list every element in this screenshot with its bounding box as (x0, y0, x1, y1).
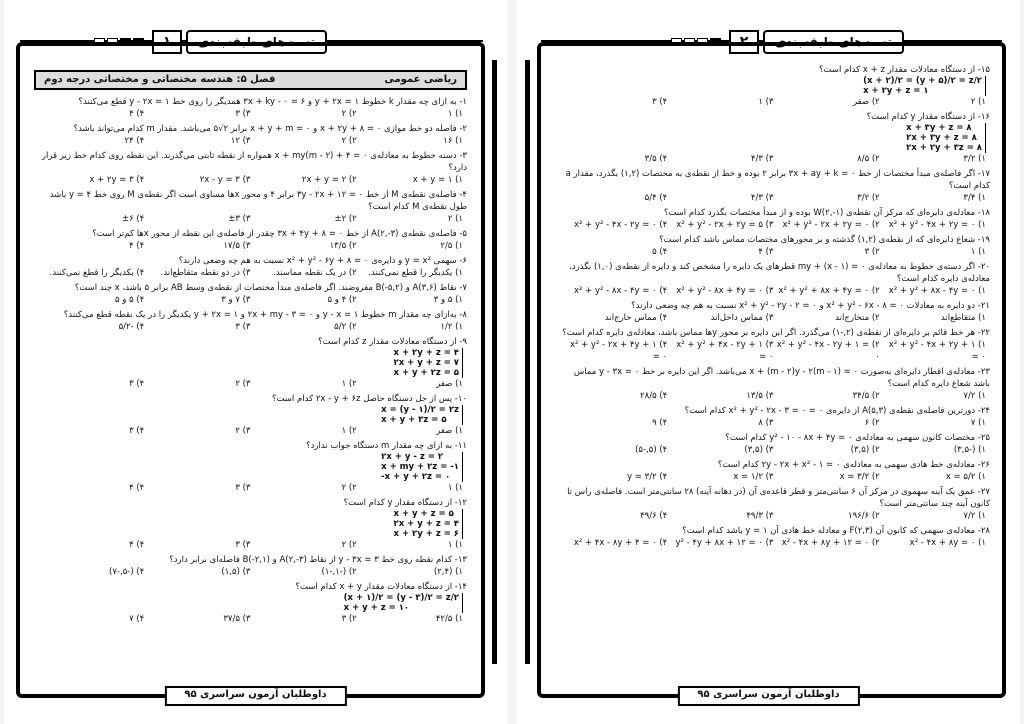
question-text: ۵- فاصله‌ی نقطه‌ی A(۲,-۳) از خط ۰ = ۳x + ۴y + ۸ چقدر از فاصله‌ی این نقطه از محور x‌ها کم‌تر است؟ (92, 229, 467, 239)
equation-system (863, 76, 986, 96)
equation: x + y + z = ۱۰ (343, 603, 410, 613)
answer-option[interactable]: ۲) ۱ (341, 379, 357, 389)
answer-option[interactable]: ۱) ۴۲/۵ (435, 614, 463, 624)
answer-options (557, 444, 990, 456)
answer-option[interactable]: ۴) ۳ (129, 426, 145, 436)
question-text: ۱۹- شعاع دایره‌ای که از نقطه‌ی (۱,۲) گذشته و بر محورهای مختصات مماس باشد کدام است؟ (659, 235, 990, 245)
question-item (557, 327, 990, 363)
question-text: ۲- فاصله دو خط موازی ۰ = x + ۲y + ۸ و x + y + m = ۰ برابر ۲√۵ می‌باشد. مقدار m کدام می‌تواند باشد؟ (73, 124, 467, 134)
answer-option[interactable]: ۴) ۴ (129, 241, 145, 251)
answer-option[interactable]: ۱) صفر (436, 426, 463, 436)
question-item (557, 234, 990, 258)
answer-option[interactable]: ۴) ۴ (129, 540, 145, 550)
answer-option[interactable]: ۴) ۳ (652, 97, 668, 107)
answer-option[interactable]: ۴) مماس خارج‌اند (604, 313, 668, 323)
answer-option[interactable]: ۴) x² + ۴x - ۸y + ۴ = ۰ (573, 538, 668, 548)
answer-option[interactable]: ۳) ۱ (758, 97, 774, 107)
question-item (557, 111, 990, 165)
answer-option[interactable]: ۳) ۱۲ (230, 136, 251, 146)
answer-options (34, 213, 467, 225)
answer-option[interactable]: ۱) ۱ (970, 247, 986, 257)
equation: x + my + ۲z = -۱ (381, 462, 459, 472)
answer-option[interactable]: ۳) x² + y² - ۸x + ۴y = ۰ (676, 286, 774, 296)
answer-option[interactable]: ۳) (۳,۵) (744, 445, 774, 455)
answer-option[interactable]: ۲) x² + y² + ۸x + ۴y = ۰ (778, 286, 880, 296)
answer-option[interactable]: ۲) ۲ (341, 540, 357, 550)
equation: (x + ۱)/۲ = (y - ۳)/۲ = z/۲ (343, 593, 459, 603)
answer-option[interactable]: ۳) x² + y² - ۲x + ۲y = ۵ (676, 220, 774, 230)
question-item (34, 497, 467, 551)
answer-option[interactable]: ۱) ۷ (970, 418, 986, 428)
answer-option[interactable]: ۴) ۳ (129, 379, 145, 389)
question-text: ۴- فاصله‌ی نقطه‌ی M از خط ۰ = ۳y - ۲x + ۱۲ برابر ۴ و محور x‌ها مساوی است اگر نقطه‌ی M روی خط ۴ = y باشد طول نقطه‌ی M کدام است؟ (49, 190, 467, 212)
answer-options (34, 425, 467, 437)
answer-options (557, 417, 990, 429)
answer-option[interactable]: ۳) (۱,۵) (221, 567, 251, 577)
question-list (557, 64, 990, 552)
equation: ۲x + y + z = ۷ (393, 358, 459, 368)
answer-options (34, 174, 467, 186)
answer-option[interactable]: ۲) ۲ (341, 109, 357, 119)
answer-option[interactable]: ۳) ۴ (758, 247, 774, 257)
equation: x + y + ۲z = ۵ (393, 368, 459, 378)
question-text: ۲۷- عمق یک آینه سهموی در مرکز آن ۶ سانتی‌متر و قطر قاعده‌ی آن (در دهانه آینه) ۲۸ سانتی‌متر است. فاصله‌ی راس تا کانون آینه چند سانتی‌متر است؟ (567, 487, 990, 509)
answer-option[interactable]: ۲) ۱۹۶/۶ (848, 511, 880, 521)
answer-option[interactable]: ۲) ۶ (864, 418, 880, 428)
answer-option[interactable]: ۴) ۴ (129, 483, 145, 493)
question-text: ۲۳- معادله‌ی اقطار دایره‌ای به‌صورت ۰ = (m - ۱)x + (m - ۲)y - ۲ می‌باشد. اگر این دایره بر خط ۰ = y - ۳x مماس باشد شعاع دایره کدام است؟ (573, 367, 990, 389)
answer-option[interactable]: ۳) مماس داخل‌اند (710, 313, 774, 323)
side-bar (492, 60, 497, 664)
answer-option[interactable]: ۳) ۳ (235, 540, 251, 550)
question-text: ۲۰- اگر دسته‌ی خطوط به معادله‌ی ۰ = (x - ۱) + my قطرهای یک دایره را مشخص کند و دایره از نقطه‌ی (۱,۰) بگذرد، معادله‌ی دایره کدام است؟ (569, 262, 990, 284)
answer-options (557, 219, 990, 231)
answer-option[interactable]: ۳) ۸ (758, 418, 774, 428)
answer-option[interactable]: ۱) ۱/۲ (440, 322, 463, 332)
answer-options (34, 135, 467, 147)
equation: x + ۲y + z = ۴ (393, 348, 459, 358)
answer-option[interactable]: ۱) ۲/۵ (440, 241, 463, 251)
answer-option[interactable]: ۴) x² + y² - ۲x + ۴y + ۱ = ۰ (569, 340, 668, 362)
answer-option[interactable]: ۲) x = ۳/۲ (839, 472, 880, 482)
equation-system (381, 452, 463, 482)
question-text: ۱۴- از دستگاه معادلات مقدار x + y کدام است؟ (295, 582, 467, 592)
question-item (34, 440, 467, 494)
answer-option[interactable]: ۳) y² - ۴y + ۸x + ۱۲ = ۰ (675, 538, 774, 548)
question-item (34, 581, 467, 625)
equation: x + y + ۳z = ۵ (381, 415, 447, 425)
question-text: ۱۷- اگر فاصله‌ی مبدأ مختصات از خط ۰ = ۳x + ay + k برابر ۲ بوده و خط از نقطه‌ی به مختصات (۱,۲) بگذرد، مقدار a کدام است؟ (565, 169, 990, 191)
answer-option[interactable]: ۲) x² - ۴x + ۸y + ۱۲ = ۰ (781, 538, 880, 548)
answer-option[interactable]: ۲) (-۱,-۱) (321, 567, 357, 577)
answer-option[interactable]: ۳) x = ۱/۲ (733, 472, 774, 482)
equation: ۲x + y + z = ۴ (393, 519, 459, 529)
question-item (557, 486, 990, 522)
answer-option[interactable]: ۱) (۲,۴) (433, 567, 463, 577)
answer-option[interactable]: ۲) ۱۳/۵ (329, 241, 357, 251)
question-text: ۲۱- دو دایره به معادلات ۰ = x² + y² - ۶x - ۸ و ۰ = x² + y² - ۲y - ۲ نسبت به هم چه وضعی دارند؟ (631, 301, 990, 311)
answer-options (557, 390, 990, 402)
answer-options (34, 566, 467, 578)
answer-option[interactable]: ۴) ۵/۴ (644, 193, 668, 203)
question-item (34, 336, 467, 390)
answer-option[interactable]: ۱) ۱۶ (443, 136, 463, 146)
question-text: ۲۶- معادله‌ی خط هادی سهمی به معادله‌ی ۰ = ۱ - ۲y - ۲x + x² کدام است؟ (717, 460, 990, 470)
answer-option[interactable]: ۳) ۳ (235, 322, 251, 332)
answer-option[interactable]: ۱) ۳/۲ (963, 154, 986, 164)
page-number: ۱ (152, 30, 182, 54)
answer-option[interactable]: ۳) ۴۹/۳ (746, 511, 774, 521)
answer-option[interactable]: ۳) ۳۷/۵ (223, 614, 251, 624)
answer-option[interactable]: ۱) صفر (436, 379, 463, 389)
equation: x + ۲y + z = ۱ (863, 86, 929, 96)
answer-option[interactable]: ۳) ±۳ (228, 214, 251, 224)
question-text: ۱۳- کدام نقطه روی خط ۳ = y - ۳x از نقاط A(۲,-۳) و B(-۲,۱) فاصله‌ای برابر دارد؟ (169, 555, 467, 565)
answer-option[interactable]: ۱) ۱ (447, 109, 463, 119)
question-text: ۱۰- پس از حل دستگاه حاصل ۲x - y + ۶z کدام است؟ (271, 394, 467, 404)
answer-option[interactable]: ۱) (-۳,۵) (953, 445, 986, 455)
question-text: ۹- از دستگاه معادلات مقدار z کدام است؟ (318, 337, 467, 347)
answer-option[interactable]: ۴) ۳/۵ (644, 154, 668, 164)
answer-option[interactable]: ۲) ۳ (864, 247, 880, 257)
question-item (557, 64, 990, 108)
answer-option[interactable]: ۴) -۵/۲ (118, 322, 145, 332)
answer-option[interactable]: ۱) x² - ۴x + ۸y = ۰ (909, 538, 986, 548)
question-text: ۱۸- معادله‌ی دایره‌ای که مرکز آن نقطه‌ی W(۲,-۱) بوده و از مبدأ مختصات بگذرد کدام است؟ (663, 208, 990, 218)
answer-option[interactable]: ۳) ۳ (235, 483, 251, 493)
answer-option[interactable]: ۱) x = ۵/۲ (945, 472, 986, 482)
question-item (557, 300, 990, 324)
answer-option[interactable]: ۲) ۴ و ۵ (327, 295, 357, 305)
question-item (34, 393, 467, 437)
answer-option[interactable]: ۲) ±۲ (334, 214, 357, 224)
answer-option[interactable]: ۱) ۱ (447, 483, 463, 493)
answer-option[interactable]: ۲) در یک نقطه مماسند. (273, 268, 357, 278)
question-text: ۸- به‌ازای چه مقدار m خطوط ۱ = y - x و ۰ = ۲x + my - ۳ و ۱ = y + ۲x یکدیگر را در یک نقطه قطع می‌کنند؟ (63, 310, 467, 320)
equation: x + ۳y + z = ۸ (906, 123, 972, 133)
answer-option[interactable]: ۴) y = ۳/۲ (627, 472, 668, 482)
question-text: ۲۲- هر خط قائم بر دایره‌ای از نقطه‌ی (۲,-۱) می‌گذرد. اگر این دایره بر محور y‌ها مماس باشد، معادله‌ی دایره کدام است؟ (562, 328, 990, 338)
answer-option[interactable]: ۴) x + ۲y = ۳ (89, 175, 145, 185)
answer-option[interactable]: ۱) x² + y² - ۴x + ۲y + ۱ = ۰ (888, 340, 986, 362)
answer-option[interactable]: ۴) ۷ (129, 614, 145, 624)
question-item (34, 309, 467, 333)
side-bar (525, 60, 530, 664)
equation: ۲x + y - z = ۲ (381, 452, 444, 462)
question-text: ۱- به ازای چه مقدار k خطوط ۱ = y + ۲x و ۶ = ۰ - ۳x + ky همدیگر را روی خط ۱ = y - ۲x قطع می‌کنند؟ (78, 97, 467, 107)
chapter-banner (34, 70, 467, 90)
question-item (34, 228, 467, 252)
answer-option[interactable]: ۴) یکدیگر را قطع نمی‌کنند. (49, 268, 145, 278)
answer-option[interactable]: ۲) ۲x + y = ۲ (301, 175, 357, 185)
answer-option[interactable]: ۲) (۳,۵) (850, 445, 880, 455)
header-title: تست‌های طبقه‌بندی (763, 30, 904, 54)
question-item (34, 255, 467, 279)
answer-option[interactable]: ۴) ±۶ (121, 214, 145, 224)
answer-options (34, 108, 467, 120)
answer-options (557, 153, 990, 165)
equation: x + ۲y + z = ۶ (393, 529, 459, 539)
answer-options (34, 321, 467, 333)
answer-option[interactable]: ۲) ۲ (341, 136, 357, 146)
answer-option[interactable]: ۴) (۵,-۵) (635, 445, 668, 455)
answer-option[interactable]: ۴) ۹ (652, 418, 668, 428)
question-text: ۱۱- به ازای چه مقدار m دستگاه جواب ندارد؟ (306, 441, 467, 451)
page-footer: داوطلبان آزمون سراسری ۹۵ (164, 686, 346, 706)
answer-option[interactable]: ۴) x² + y² - ۴x - ۲y = ۰ (574, 220, 668, 230)
answer-options (557, 285, 990, 297)
answer-option[interactable]: ۱) ۱ (447, 540, 463, 550)
answer-option[interactable]: ۱) ۷/۲ (963, 511, 986, 521)
question-text: ۱۶- از دستگاه مقدار y کدام است؟ (866, 112, 990, 122)
answer-option[interactable]: ۴) ۲۸/۵ (640, 391, 668, 401)
answer-option[interactable]: ۳) ۱۳/۵ (746, 391, 774, 401)
question-item (557, 432, 990, 456)
answer-option[interactable]: ۱) ۵ و ۳ (433, 295, 463, 305)
equation: (x + ۲)/۲ = (y + ۵)/۲ = z/۲ (863, 76, 982, 86)
answer-option[interactable]: ۳) ۱۷/۵ (223, 241, 251, 251)
question-item (557, 366, 990, 402)
answer-options (557, 471, 990, 483)
answer-option[interactable]: ۲) ۱ (341, 426, 357, 436)
answer-options (557, 510, 990, 522)
answer-option[interactable]: ۴) ۲۴ (124, 136, 145, 146)
answer-options (34, 267, 467, 279)
answer-option[interactable]: ۳) ۷ و ۳ (221, 295, 251, 305)
answer-option[interactable]: ۴) x² + y² - ۸x - ۴y = ۰ (574, 286, 668, 296)
answer-options (557, 246, 990, 258)
answer-options (34, 539, 467, 551)
answer-option[interactable]: ۳) ۳ (235, 109, 251, 119)
question-item (34, 150, 467, 186)
question-item (557, 459, 990, 483)
question-item (557, 168, 990, 204)
question-item (34, 189, 467, 225)
answer-options (557, 312, 990, 324)
equation-system (394, 348, 463, 378)
chapter-title: فصل ۵: هندسه مختصاتی و مختصاتی درجه دوم (44, 74, 276, 85)
answer-options (34, 613, 467, 625)
right-page (517, 0, 1020, 724)
answer-option[interactable]: ۲) x² + y² - ۴x - ۲y + ۱ = ۰ (776, 340, 880, 362)
question-item (557, 207, 990, 231)
question-item (34, 96, 467, 120)
question-list (34, 70, 467, 628)
answer-option[interactable]: ۲) ۲ (341, 483, 357, 493)
page-footer: داوطلبان آزمون سراسری ۹۵ (677, 686, 859, 706)
equation-system (381, 405, 463, 425)
question-item (34, 123, 467, 147)
question-item (557, 525, 990, 549)
answer-option[interactable]: ۲) ۵/۲ (334, 322, 357, 332)
question-text: ۲۴- دورترین فاصله‌ی نقطه‌ی A(۵,۳) از دایره‌ی ۰ = x² + y² - ۲x - ۳ = ۰ کدام است؟ (684, 406, 990, 416)
answer-option[interactable]: ۱) x² + y² + ۸x - ۴y = ۰ (888, 286, 986, 296)
equation: x = (y - ۱)/۲ = ۲z (381, 405, 459, 415)
equation-system (344, 593, 463, 613)
answer-option[interactable]: ۱) x + y = ۱ (412, 175, 463, 185)
question-item (557, 405, 990, 429)
question-text: ۳- دسته خطوط به معادله‌ی ۰ = ۴ + (m - ۲)x + my همواره از نقطه ثابتی می‌گذرند. این نقطه روی کدام خط زیر قرار دارد؟ (41, 151, 467, 173)
answer-option[interactable]: ۳) ۴/۳ (750, 154, 774, 164)
left-page (4, 0, 507, 724)
answer-option[interactable]: ۱) متقاطع‌اند (940, 313, 986, 323)
answer-options (34, 482, 467, 494)
answer-option[interactable]: ۴) (-۵,-۷) (109, 567, 145, 577)
question-item (34, 554, 467, 578)
question-text: ۱۵- از دستگاه معادلات مقدار x + z کدام است؟ (819, 65, 990, 75)
answer-options (557, 192, 990, 204)
equation-system (906, 123, 986, 153)
answer-options (34, 294, 467, 306)
answer-option[interactable]: ۳) ۲ (235, 426, 251, 436)
answer-option[interactable]: ۳) ۲ (235, 379, 251, 389)
answer-option[interactable]: ۳) ۴/۳ (750, 193, 774, 203)
answer-options (557, 96, 990, 108)
question-text: ۷- نقاط A(۳,۶) و B(-۵,۲) مفروضند. اگر فاصله‌ی مبدأ مختصات از نقطه‌ی وسط AB برابر ۵ باشد، x چند است؟ (74, 283, 467, 293)
answer-option[interactable]: ۴) ۴ (129, 109, 145, 119)
header-title: تست‌های طبقه‌بندی (186, 30, 327, 54)
question-text: ۲۸- معادله‌ی سهمی که کانون آن F(۲,۳) و معادله خط هادی آن ۱ = y باشد کدام است؟ (682, 526, 990, 536)
answer-option[interactable]: ۲) ۳۴/۵ (852, 391, 880, 401)
question-text: ۱۲- از دستگاه مقدار y کدام است؟ (343, 498, 467, 508)
answer-option[interactable]: ۱) ۲ (447, 214, 463, 224)
answer-option[interactable]: ۲) ۸/۵ (857, 154, 880, 164)
answer-option[interactable]: ۲) ۳/۲ (857, 193, 880, 203)
equation: x + y + z = ۵ (393, 509, 454, 519)
answer-option[interactable]: ۴) ۵ و ۵ (114, 295, 145, 305)
question-item (557, 261, 990, 297)
answer-options (34, 378, 467, 390)
answer-option[interactable]: ۱) ۲ (970, 97, 986, 107)
question-text: ۲۵- مختصات کانون سهمی به معادله‌ی ۰ = y² - ۱۰ - ۸x + ۴y کدام است؟ (725, 433, 990, 443)
answer-options (557, 537, 990, 549)
page-number: ۲ (729, 30, 759, 54)
answer-option[interactable]: ۲) صفر (852, 97, 880, 107)
subject-label: ریاضی عمومی (384, 74, 457, 85)
answer-option[interactable]: ۱) یکدیگر را قطع نمی‌کنند. (368, 268, 463, 278)
answer-option[interactable]: ۱) ۳/۴ (963, 193, 986, 203)
equation-system (394, 509, 463, 539)
answer-option[interactable]: ۲) متخارج‌اند (835, 313, 880, 323)
answer-option[interactable]: ۳) ۲x - y = ۳ (199, 175, 251, 185)
question-text: ۶- سهمی y = x² و دایره‌ی ۰ = x² + y² - ۶y + ۸ نسبت به هم چه وضعی دارند؟ (178, 256, 467, 266)
answer-option[interactable]: ۲) x² + y² - ۲x + ۲y = ۰ (782, 220, 880, 230)
answer-option[interactable]: ۱) ۷/۲ (963, 391, 986, 401)
equation: -x + y + ۲z = ۰ (381, 472, 451, 482)
answer-options (34, 240, 467, 252)
answer-option[interactable]: ۳) x² + y² + ۴x - ۲y + ۱ = ۰ (676, 340, 774, 362)
answer-option[interactable]: ۲) ۳ (341, 614, 357, 624)
answer-option[interactable]: ۴) ۴۹/۶ (640, 511, 668, 521)
question-item (34, 282, 467, 306)
equation: ۲x + ۲y + ۳z = ۸ (906, 143, 982, 153)
answer-option[interactable]: ۱) x² + y² - ۴x + ۲y = ۰ (888, 220, 986, 230)
answer-options (557, 339, 990, 363)
equation: ۲x + ۳y + z = ۸ (906, 133, 977, 143)
answer-option[interactable]: ۳) در دو نقطه متقاطع‌اند. (160, 268, 251, 278)
answer-option[interactable]: ۴) ۵ (652, 247, 668, 257)
